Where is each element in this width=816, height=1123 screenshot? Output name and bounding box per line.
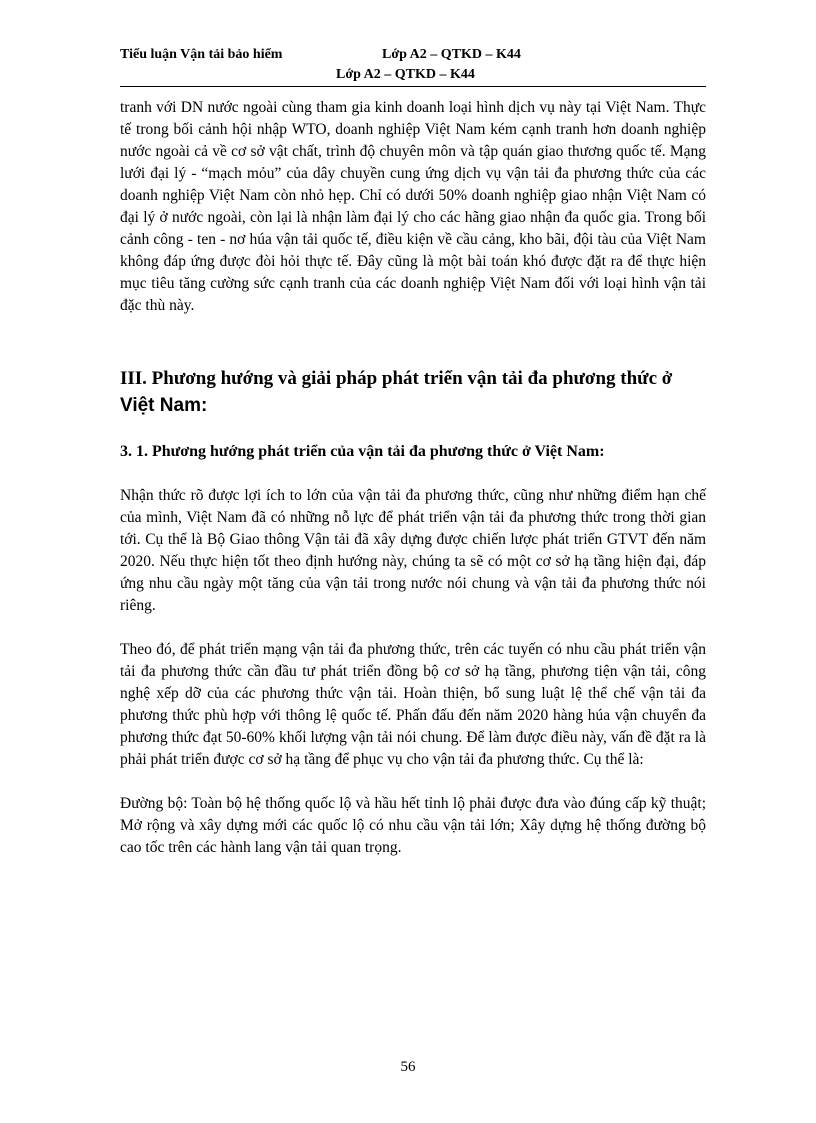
section-heading	[120, 365, 706, 419]
paragraph-strategy: Nhận thức rõ được lợi ích to lớn của vận tải đa phương thức, cũng như những điểm hạn chế của mình, Việt Nam đã có những nỗ lực để phát triển vận tải đa phương thức trong thời gian tới. Cụ thể là Bộ Giao thông Vận tải đã xây dựng được chiến lược phát triển GTVT đến năm 2020. Nếu thực hiện tốt theo định hướng này, chúng ta sẽ có một cơ sở hạ tầng hiện đại, đáp ứng nhu cầu ngày một tăng của vận tải trong nước nói chung và vận tải đa phương thức nói riêng.	[120, 487, 706, 614]
section-heading-main: III. Phương hướng và giải pháp phát triển vận tải đa phương thức ở	[120, 368, 673, 389]
paragraph-roads: Đường bộ: Toàn bộ hệ thống quốc lộ và hầu hết tỉnh lộ phải được đưa vào đúng cấp kỹ thuật; Mở rộng và xây dựng mới các quốc lộ có nhu cầu vận tải lớn; Xây dựng hệ thống đường bộ cao tốc trên các hành lang vận tải quan trọng.	[120, 795, 706, 856]
paragraph-development: Theo đó, để phát triển mạng vận tải đa phương thức, trên các tuyến có nhu cầu phát triển vận tải đa phương thức cần đầu tư phát triển đồng bộ cơ sở hạ tầng, phương tiện vận tải, công nghệ xếp dỡ của các phương thức vận tải. Hoàn thiện, bổ sung luật lệ thể chế vận tải đa phương thức phù hợp với thông lệ quốc tế. Phấn đấu đến năm 2020 hàng húa vận chuyển đa phương thức đạt 50-60% khối lượng vận tải nói chung. Để làm được điều này, vấn đề đặt ra là phải phát triển được cơ sở hạ tầng để phục vụ cho vận tải đa phương thức. Cụ thể là:	[120, 641, 706, 768]
page-header	[120, 46, 708, 86]
header-title: Tiểu luận Vận tải bảo hiểm	[120, 47, 283, 62]
page-number: 56	[400, 1059, 416, 1075]
header-class-repeat: Lớp A2 – QTKD – K44	[336, 67, 475, 82]
page-body	[120, 97, 706, 859]
subsection-heading: 3. 1. Phương hướng phát triển của vận tải đa phương thức ở Việt Nam:	[120, 443, 605, 460]
header-class: Lớp A2 – QTKD – K44	[382, 47, 521, 62]
header-divider	[120, 86, 706, 87]
paragraph-intro: tranh với DN nước ngoài cùng tham gia kinh doanh loại hình dịch vụ này tại Việt Nam. Thực tế trong bối cảnh hội nhập WTO, doanh nghiệp Việt Nam kém cạnh tranh hơn doanh nghiệp nước ngoài cả về cơ sở vật chất, trình độ chuyên môn và tập quán giao thương quốc tế. Mạng lưới đại lý - “mạch mỏu” của dây chuyền cung ứng dịch vụ vận tải đa phương thức của các doanh nghiệp Việt Nam còn nhỏ hẹp. Chỉ có dưới 50% doanh nghiệp giao nhận Việt Nam có đại lý ở nước ngoài, còn lại là nhận làm đại lý cho các hãng giao nhận đa quốc gia. Trong bối cảnh công - ten - nơ húa vận tải quốc tế, điều kiện về cầu cảng, kho bãi, đội tàu của Việt Nam không đáp ứng được đòi hỏi thực tế. Đây cũng là một bài toán khó được đặt ra để thực hiện mục tiêu tăng cường sức cạnh tranh của các doanh nghiệp Việt Nam đối với loại hình vận tải đặc thù này.	[120, 99, 706, 314]
section-heading-tail: Việt Nam:	[120, 395, 208, 416]
